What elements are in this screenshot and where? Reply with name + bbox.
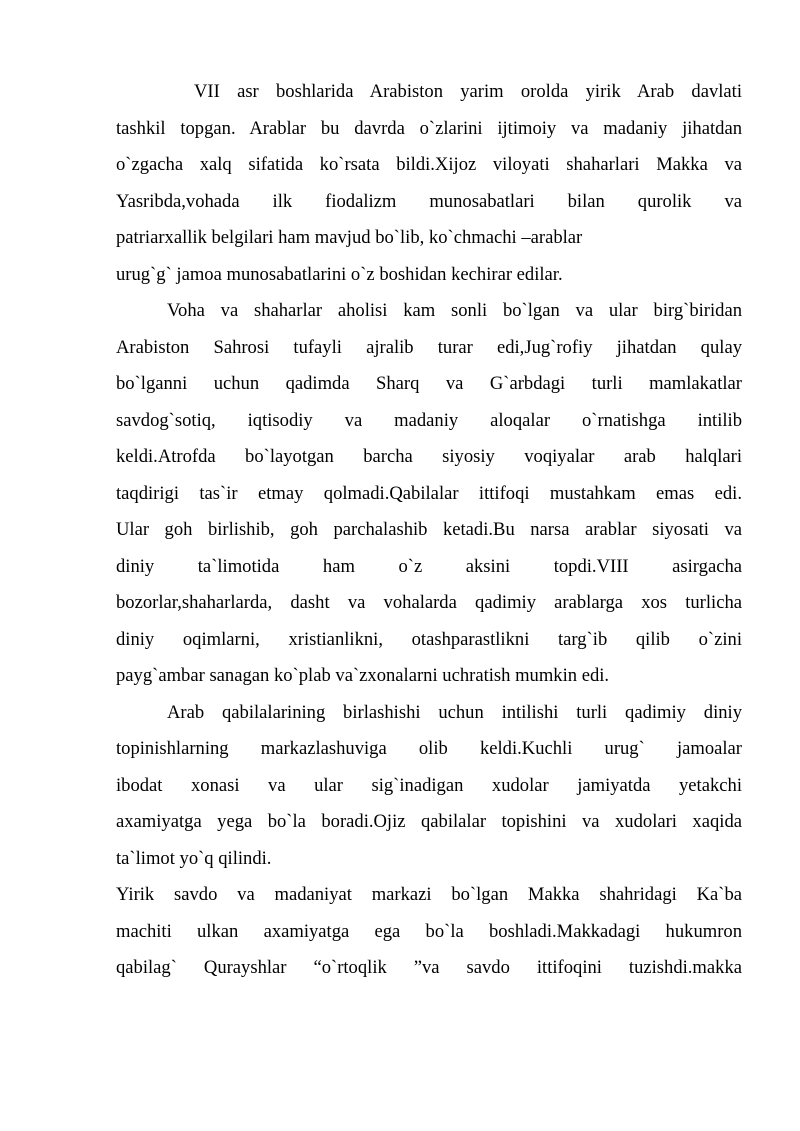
text-line: tashkil topgan. Arablar bu davrda o`zlarini ijtimoiy va madaniy jihatdan (116, 117, 742, 139)
text-line: axamiyatga yega bo`la boradi.Ojiz qabilalar topishini va xudolari xaqida (116, 811, 742, 832)
text-line: Yirik savdo va madaniyat markazi bo`lgan Makka shahridagi Ka`ba (116, 884, 742, 905)
text-line: machiti ulkan axamiyatga ega bo`la boshladi.Makkadagi hukumron (116, 920, 742, 942)
text-line: qabilag` Qurayshlar “o`rtoqlik ”va savdo ittifoqini tuzishdi.makka (116, 957, 742, 978)
document-body (116, 74, 742, 987)
text-line: VII asr boshlarida Arabiston yarim orolda yirik Arab davlati (194, 81, 742, 102)
text-line: payg`ambar sanagan ko`plab va`zxonalarni uchratish mumkin edi. (116, 665, 610, 686)
text-line: Ular goh birlishib, goh parchalashib ketadi.Bu narsa arablar siyosati va (116, 519, 742, 540)
text-line: Arab qabilalarining birlashishi uchun intilishi turli qadimiy diniy (167, 701, 742, 723)
text-line: bozorlar,shaharlarda, dasht va vohalarda qadimiy arablarga xos turlicha (116, 592, 742, 613)
text-line: ta`limot yo`q qilindi. (116, 847, 272, 869)
text-line: ibodat xonasi va ular sig`inadigan xudolar jamiyatda yetakchi (116, 774, 742, 796)
text-line: Voha va shaharlar aholisi kam sonli bo`lgan va ular birg`biridan (167, 300, 742, 321)
text-line: topinishlarning markazlashuviga olib keldi.Kuchli urug` jamoalar (116, 738, 742, 759)
text-line: savdog`sotiq, iqtisodiy va madaniy aloqalar o`rnatishga intilib (116, 409, 742, 431)
text-line: urug`g` jamoa munosabatlarini o`z boshidan kechirar edilar. (116, 263, 563, 285)
text-line: patriarxallik belgilari ham mavjud bo`lib, ko`chmachi –arablar (116, 227, 583, 248)
text-line: diniy ta`limotida ham o`z aksini topdi.VIII asirgacha (116, 555, 742, 577)
text-line: o`zgacha xalq sifatida ko`rsata bildi.Xijoz viloyati shaharlari Makka va (116, 154, 742, 175)
text-line: taqdirigi tas`ir etmay qolmadi.Qabilalar ittifoqi mustahkam emas edi. (116, 482, 742, 504)
text-line: diniy oqimlarni, xristianlikni, otashparastlikni targ`ib qilib o`zini (116, 628, 742, 650)
text-line: bo`lganni uchun qadimda Sharq va G`arbdagi turli mamlakatlar (116, 373, 742, 394)
text-line: keldi.Atrofda bo`layotgan barcha siyosiy voqiyalar arab halqlari (116, 446, 742, 467)
text-line: Arabiston Sahrosi tufayli ajralib turar edi,Jug`rofiy jihatdan qulay (116, 336, 742, 358)
text-line: Yasribda,vohada ilk fiodalizm munosabatlari bilan qurolik va (116, 190, 742, 212)
